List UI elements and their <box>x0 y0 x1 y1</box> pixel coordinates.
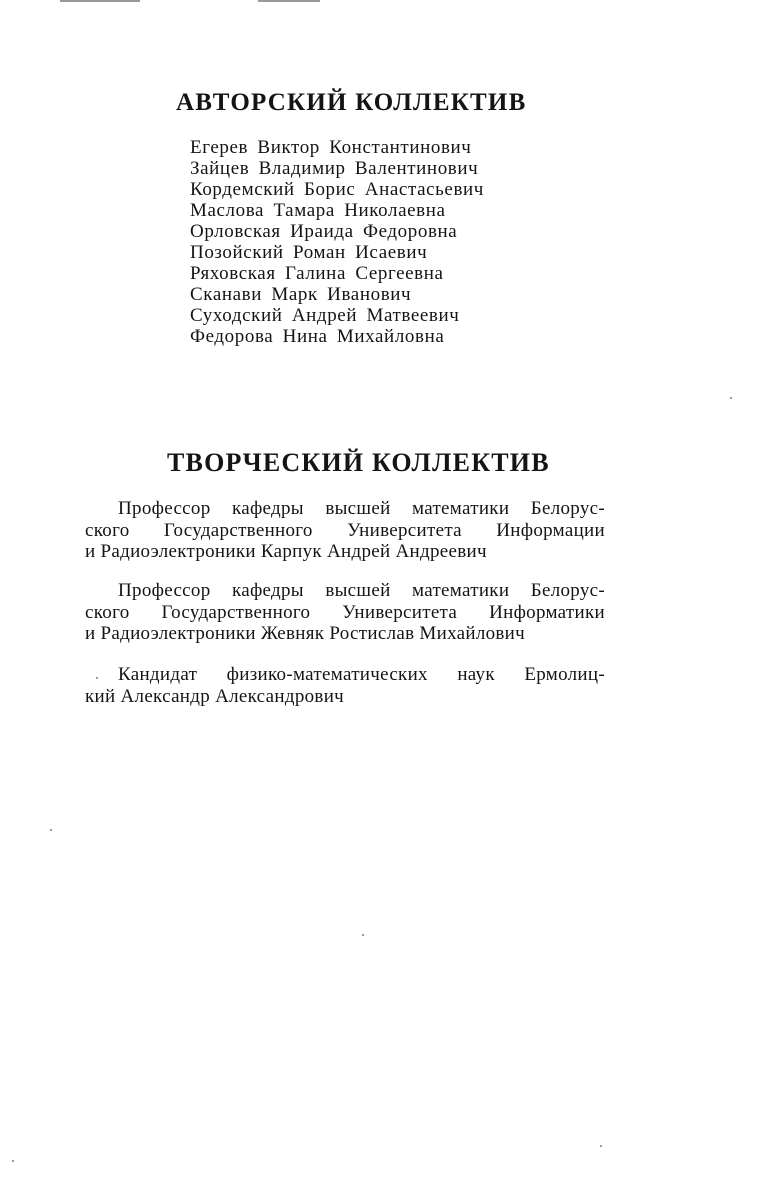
scan-speck <box>50 829 52 831</box>
creative-member-paragraph <box>85 580 605 645</box>
scan-speck <box>12 1160 14 1162</box>
creative-team-heading: ТВОРЧЕСКИЙ КОЛЛЕКТИВ <box>167 448 550 477</box>
paragraph-line: ского Государственного Университета Информации <box>85 519 605 541</box>
author-name: Егерев Виктор Константинович <box>190 137 472 158</box>
creative-member-paragraph <box>85 664 605 707</box>
paragraph-line: и Радиоэлектроники Жевняк Ростислав Михайлович <box>85 623 525 644</box>
author-name: Орловская Ираида Федоровна <box>190 221 458 242</box>
author-list <box>190 137 484 347</box>
author-name: Позойский Роман Исаевич <box>190 242 428 263</box>
scan-edge-mark <box>60 0 140 2</box>
author-name: Федорова Нина Михайловна <box>190 326 445 347</box>
paragraph-line: Профессор кафедры высшей математики Белорус- <box>118 498 605 519</box>
scan-speck <box>730 397 732 399</box>
scan-speck <box>600 1145 602 1147</box>
author-name: Кордемский Борис Анастасьевич <box>190 179 484 200</box>
paragraph-line: Профессор кафедры высшей математики Белорус- <box>118 580 605 601</box>
creative-member-paragraph <box>85 498 605 563</box>
author-name: Маслова Тамара Николаевна <box>190 200 446 221</box>
authors-heading: АВТОРСКИЙ КОЛЛЕКТИВ <box>176 89 527 116</box>
paragraph-line: и Радиоэлектроники Карпук Андрей Андреевич <box>85 541 487 562</box>
scan-edge-mark <box>258 0 320 2</box>
author-name: Ряховская Галина Сергеевна <box>190 263 444 284</box>
author-name: Суходский Андрей Матвеевич <box>190 305 460 326</box>
author-name: Зайцев Владимир Валентинович <box>190 158 479 179</box>
scan-speck <box>362 934 364 936</box>
paragraph-line: кий Александр Александрович <box>85 685 345 707</box>
paragraph-line: ского Государственного Университета Информатики <box>85 601 605 623</box>
author-name: Сканави Марк Иванович <box>190 284 412 305</box>
paragraph-line: Кандидат физико-математических наук Ермолиц- <box>118 664 605 685</box>
